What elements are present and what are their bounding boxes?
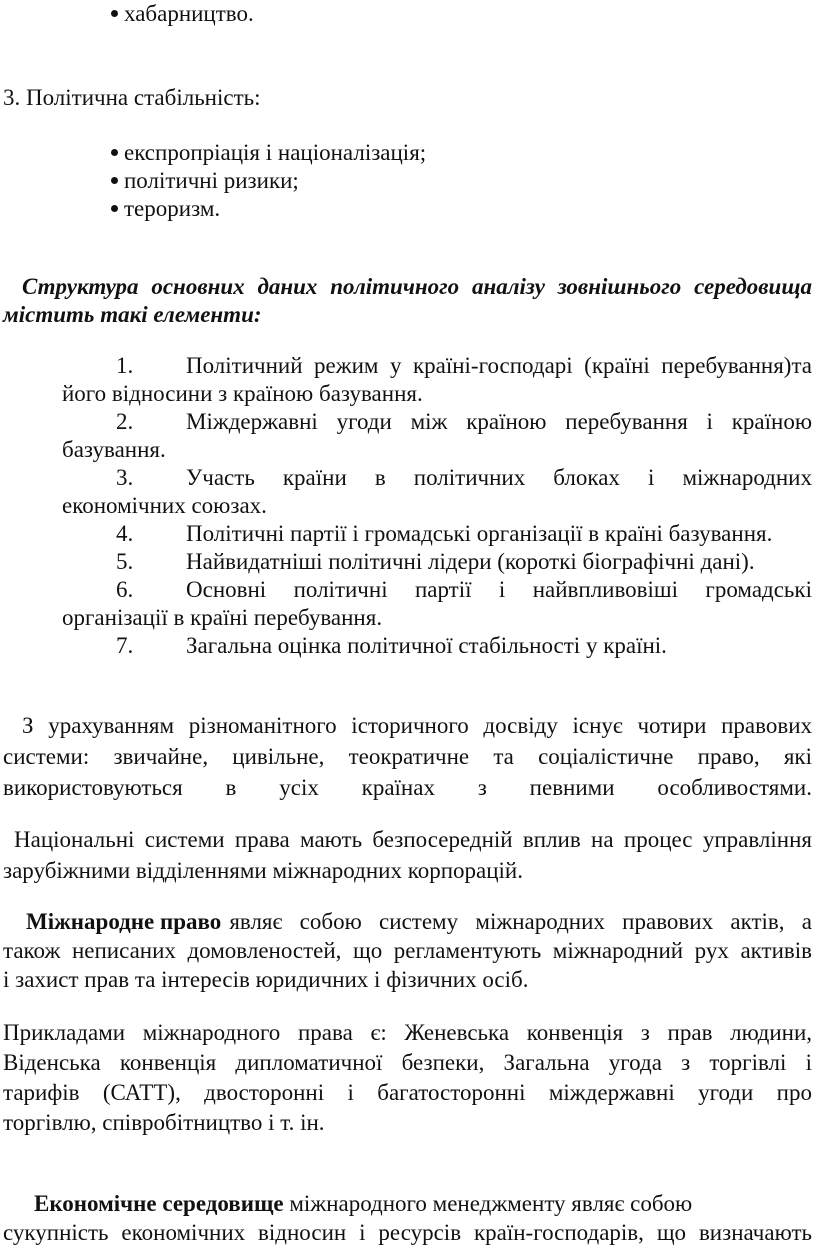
bullet-item-bribery	[111, 0, 254, 28]
economic-term: Економічне середовище	[34, 1191, 284, 1216]
bullet-icon	[111, 149, 118, 156]
para-economic-line1	[34, 1190, 692, 1218]
para-examples-line3: тарифів (САТТ), двосторонні і багатосторонні міждержавні угоди про	[3, 1080, 812, 1105]
list-number: 2.	[116, 409, 134, 434]
bullet-text: тероризм.	[124, 196, 221, 221]
list-item-line1: Загальна оцінка політичної стабільності у країні.	[186, 633, 667, 658]
para-national-line1: Національні системи права мають безпосередній вплив на процес управління	[14, 827, 812, 852]
para-national-line2: зарубіжними відділеннями міжнародних корпорацій.	[3, 858, 523, 883]
list-item-line2: економічних союзах.	[62, 493, 267, 518]
bullet-text: хабарництво.	[124, 1, 254, 26]
list-item-line1: Політичні партії і громадські організації в країні базування.	[186, 521, 773, 546]
list-number: 4.	[116, 521, 134, 546]
list-number: 5.	[116, 549, 134, 574]
intl-law-term: Міжнародне право	[26, 909, 222, 934]
list-item-line2: базування.	[62, 437, 166, 462]
para-examples-line1: Прикладами міжнародного права є: Женевська конвенція з прав людини,	[3, 1020, 812, 1045]
bullet-text: політичні ризики;	[124, 168, 299, 193]
list-number: 6.	[116, 577, 134, 602]
para-legal-line2: системи: звичайне, цивільне, теократичне та соціалістичне право, які	[3, 744, 812, 769]
para-economic-line1-rest: міжнародного менеджменту являє собою	[289, 1191, 693, 1216]
para-intl-line2: також неписаних домовленостей, що регламентують міжнародний рух активів	[3, 938, 812, 963]
para-examples-line4: торгівлю, співробітництво і т. ін.	[3, 1110, 325, 1135]
section-title: 3. Політична стабільність:	[3, 85, 261, 110]
list-item-line1: Міждержавні угоди між країною перебування і країною	[186, 409, 812, 434]
para-legal-line3: використовуються в усіх країнах з певними особливостями.	[3, 775, 812, 800]
list-item-line1: Найвидатніші політичні лідери (короткі біографічні дані).	[186, 549, 755, 574]
list-number: 7.	[116, 633, 134, 658]
list-item-line2: його відносини з країною базування.	[62, 381, 423, 406]
bullet-icon	[111, 10, 118, 17]
bullet-item	[111, 167, 299, 195]
list-item-line1: Основні політичні партії і найвпливовіші громадські	[186, 577, 812, 602]
list-number: 1.	[116, 353, 134, 378]
bullet-item	[111, 139, 426, 167]
para-legal-line1: З урахуванням різноманітного історичного досвіду існує чотири правових	[22, 713, 812, 738]
list-item-line2: організації в країні перебування.	[62, 605, 383, 630]
list-item-line1: Участь країни в політичних блоках і міжнародних	[186, 465, 812, 490]
bullet-icon	[111, 205, 118, 212]
para-intl-line1-rest: являє собою систему міжнародних правових актів, а	[229, 909, 812, 934]
bullet-text: експропріація і націоналізація;	[124, 140, 427, 165]
structure-heading-line2: містить такі елементи:	[3, 302, 262, 327]
para-intl-line3: і захист прав та інтересів юридичних і фізичних осіб.	[3, 967, 529, 992]
bullet-icon	[111, 177, 118, 184]
list-number: 3.	[116, 465, 134, 490]
para-examples-line2: Віденська конвенція дипломатичної безпеки, Загальна угода з торгівлі і	[3, 1050, 812, 1075]
list-item-line1: Політичний режим у країні-господарі (країні перебування)та	[186, 353, 812, 378]
structure-heading-line1: Структура основних даних політичного аналізу зовнішнього середовища	[22, 274, 812, 299]
para-economic-line2: сукупність економічних відносин і ресурсів країн-господарів, що визначають	[3, 1220, 812, 1245]
bullet-item	[111, 195, 220, 223]
para-intl-line1	[26, 908, 812, 936]
